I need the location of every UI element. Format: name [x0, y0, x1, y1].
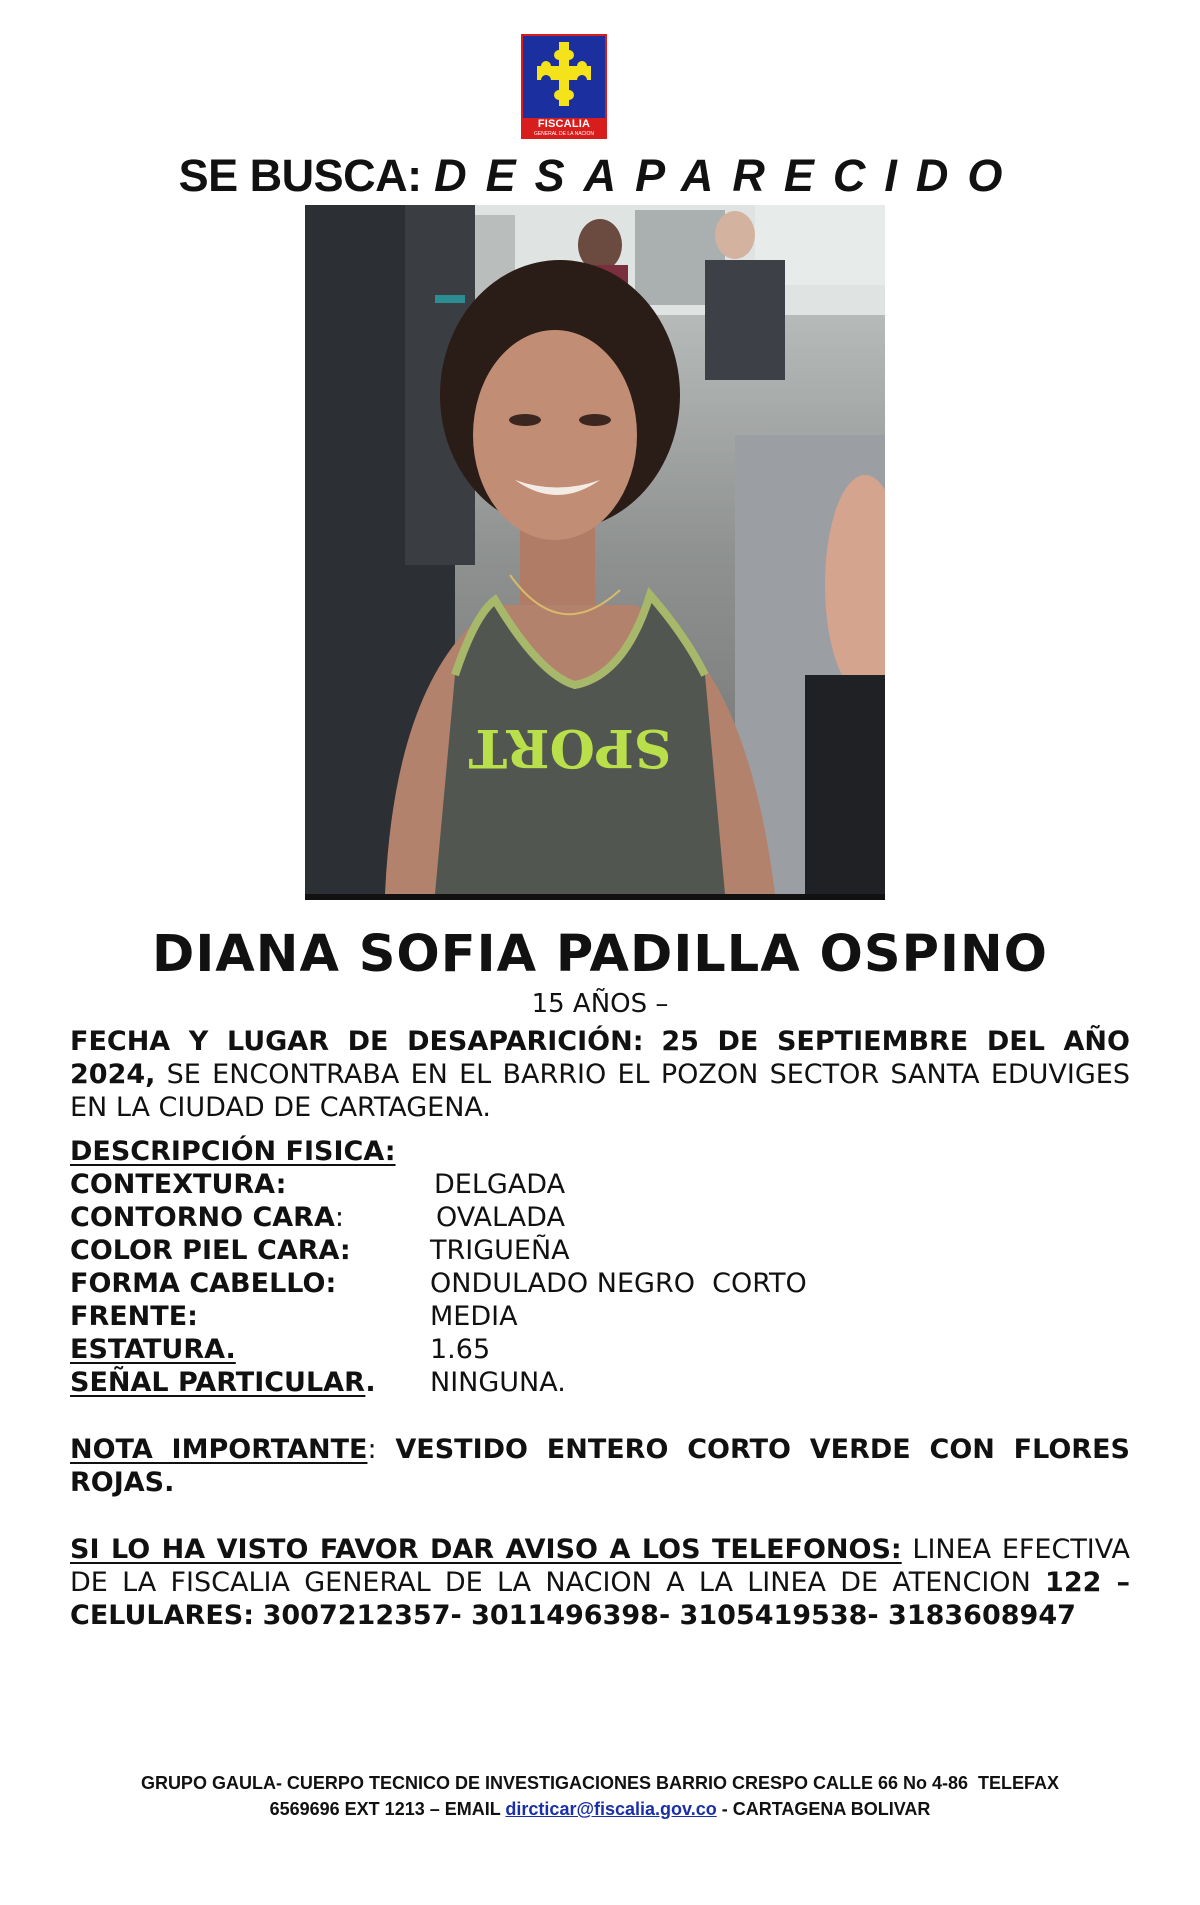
- photo-illustration: [305, 205, 885, 894]
- row-value: MEDIA: [430, 1301, 518, 1332]
- note-text: VESTIDO ENTERO CORTO VERDE CON FLORES ROJAS.: [70, 1434, 1130, 1498]
- row-key: ESTATURA.: [70, 1334, 236, 1365]
- headline-label: SE BUSCA:: [178, 150, 422, 201]
- footer-line-2: [0, 1796, 1200, 1822]
- person-name: DIANA SOFIA PADILLA OSPINO: [152, 925, 1048, 984]
- contact-paragraph: [70, 1533, 1130, 1632]
- footer-line-1: GRUPO GAULA- CUERPO TECNICO DE INVESTIGACIONES BARRIO CRESPO CALLE 66 No 4-86 TELEFAX: [140, 1773, 1060, 1793]
- contact-text: LINEA EFECTIVA DE LA FISCALIA GENERAL DE LA NACION A LA LINEA DE ATENCION: [70, 1534, 1130, 1598]
- contact-line: 122 –: [1045, 1567, 1130, 1598]
- row-value: DELGADA: [434, 1169, 566, 1200]
- footer-phone: 6569696 EXT 1213 – EMAIL: [269, 1799, 501, 1819]
- row-key: FRENTE:: [70, 1301, 198, 1332]
- puzzle-emblem-icon: [523, 36, 605, 118]
- row-value: ONDULADO NEGRO CORTO: [430, 1268, 807, 1299]
- row-key: SEÑAL PARTICULAR: [70, 1367, 366, 1398]
- description-row: [70, 1366, 566, 1399]
- logo-name: FISCALIA: [523, 118, 605, 131]
- row-key: FORMA CABELLO:: [70, 1268, 337, 1299]
- note-separator: :: [367, 1434, 377, 1465]
- footer-city: - CARTAGENA BOLIVAR: [721, 1799, 931, 1819]
- shirt-text: SPORT: [468, 717, 672, 778]
- cel-label: CELULARES:: [70, 1600, 255, 1631]
- row-key-suffix: :: [334, 1202, 344, 1233]
- important-note: [70, 1433, 1130, 1499]
- row-value: TRIGUEÑA: [430, 1235, 570, 1266]
- description-heading: DESCRIPCIÓN FISICA:: [70, 1136, 396, 1167]
- row-key: CONTEXTURA:: [70, 1169, 287, 1200]
- disappearance-date: 25 DE SEPTIEMBRE DEL AÑO 2024,: [70, 1026, 1130, 1090]
- description-row: [70, 1300, 518, 1333]
- row-key: CONTORNO CARA: [70, 1202, 335, 1233]
- disappearance-label: FECHA Y LUGAR DE DESAPARICIÓN:: [70, 1026, 644, 1057]
- row-value: NINGUNA.: [430, 1367, 566, 1398]
- disappearance-paragraph: [70, 1025, 1130, 1124]
- note-label: NOTA IMPORTANTE: [70, 1434, 368, 1465]
- missing-person-photo: [305, 205, 885, 900]
- description-row: [70, 1267, 807, 1300]
- person-age: 15 AÑOS –: [531, 989, 669, 1019]
- row-key: COLOR PIEL CARA:: [70, 1235, 351, 1266]
- description-row: [70, 1168, 566, 1201]
- email-link[interactable]: dircticar@fiscalia.gov.co: [505, 1799, 717, 1819]
- footer: [0, 1770, 1200, 1822]
- row-value: 1.65: [430, 1334, 491, 1365]
- disappearance-place: SE ENCONTRABA EN EL BARRIO EL POZON SECTOR SANTA EDUVIGES EN LA CIUDAD DE CARTAGENA.: [70, 1059, 1130, 1123]
- description-row: [70, 1234, 570, 1267]
- contact-label: SI LO HA VISTO FAVOR DAR AVISO A LOS TELEFONOS:: [70, 1534, 902, 1565]
- headline-word: DESAPARECIDO: [434, 150, 1022, 201]
- description-row: [70, 1333, 491, 1366]
- phone-numbers: 3007212357- 3011496398- 3105419538- 3183608947: [262, 1600, 1076, 1631]
- description-row: [70, 1201, 565, 1234]
- row-value: OVALADA: [436, 1202, 565, 1233]
- headline: [0, 150, 1200, 202]
- row-key-suffix: .: [365, 1367, 376, 1398]
- logo-subtitle: GENERAL DE LA NACION: [523, 131, 605, 137]
- fiscalia-logo: [521, 34, 607, 139]
